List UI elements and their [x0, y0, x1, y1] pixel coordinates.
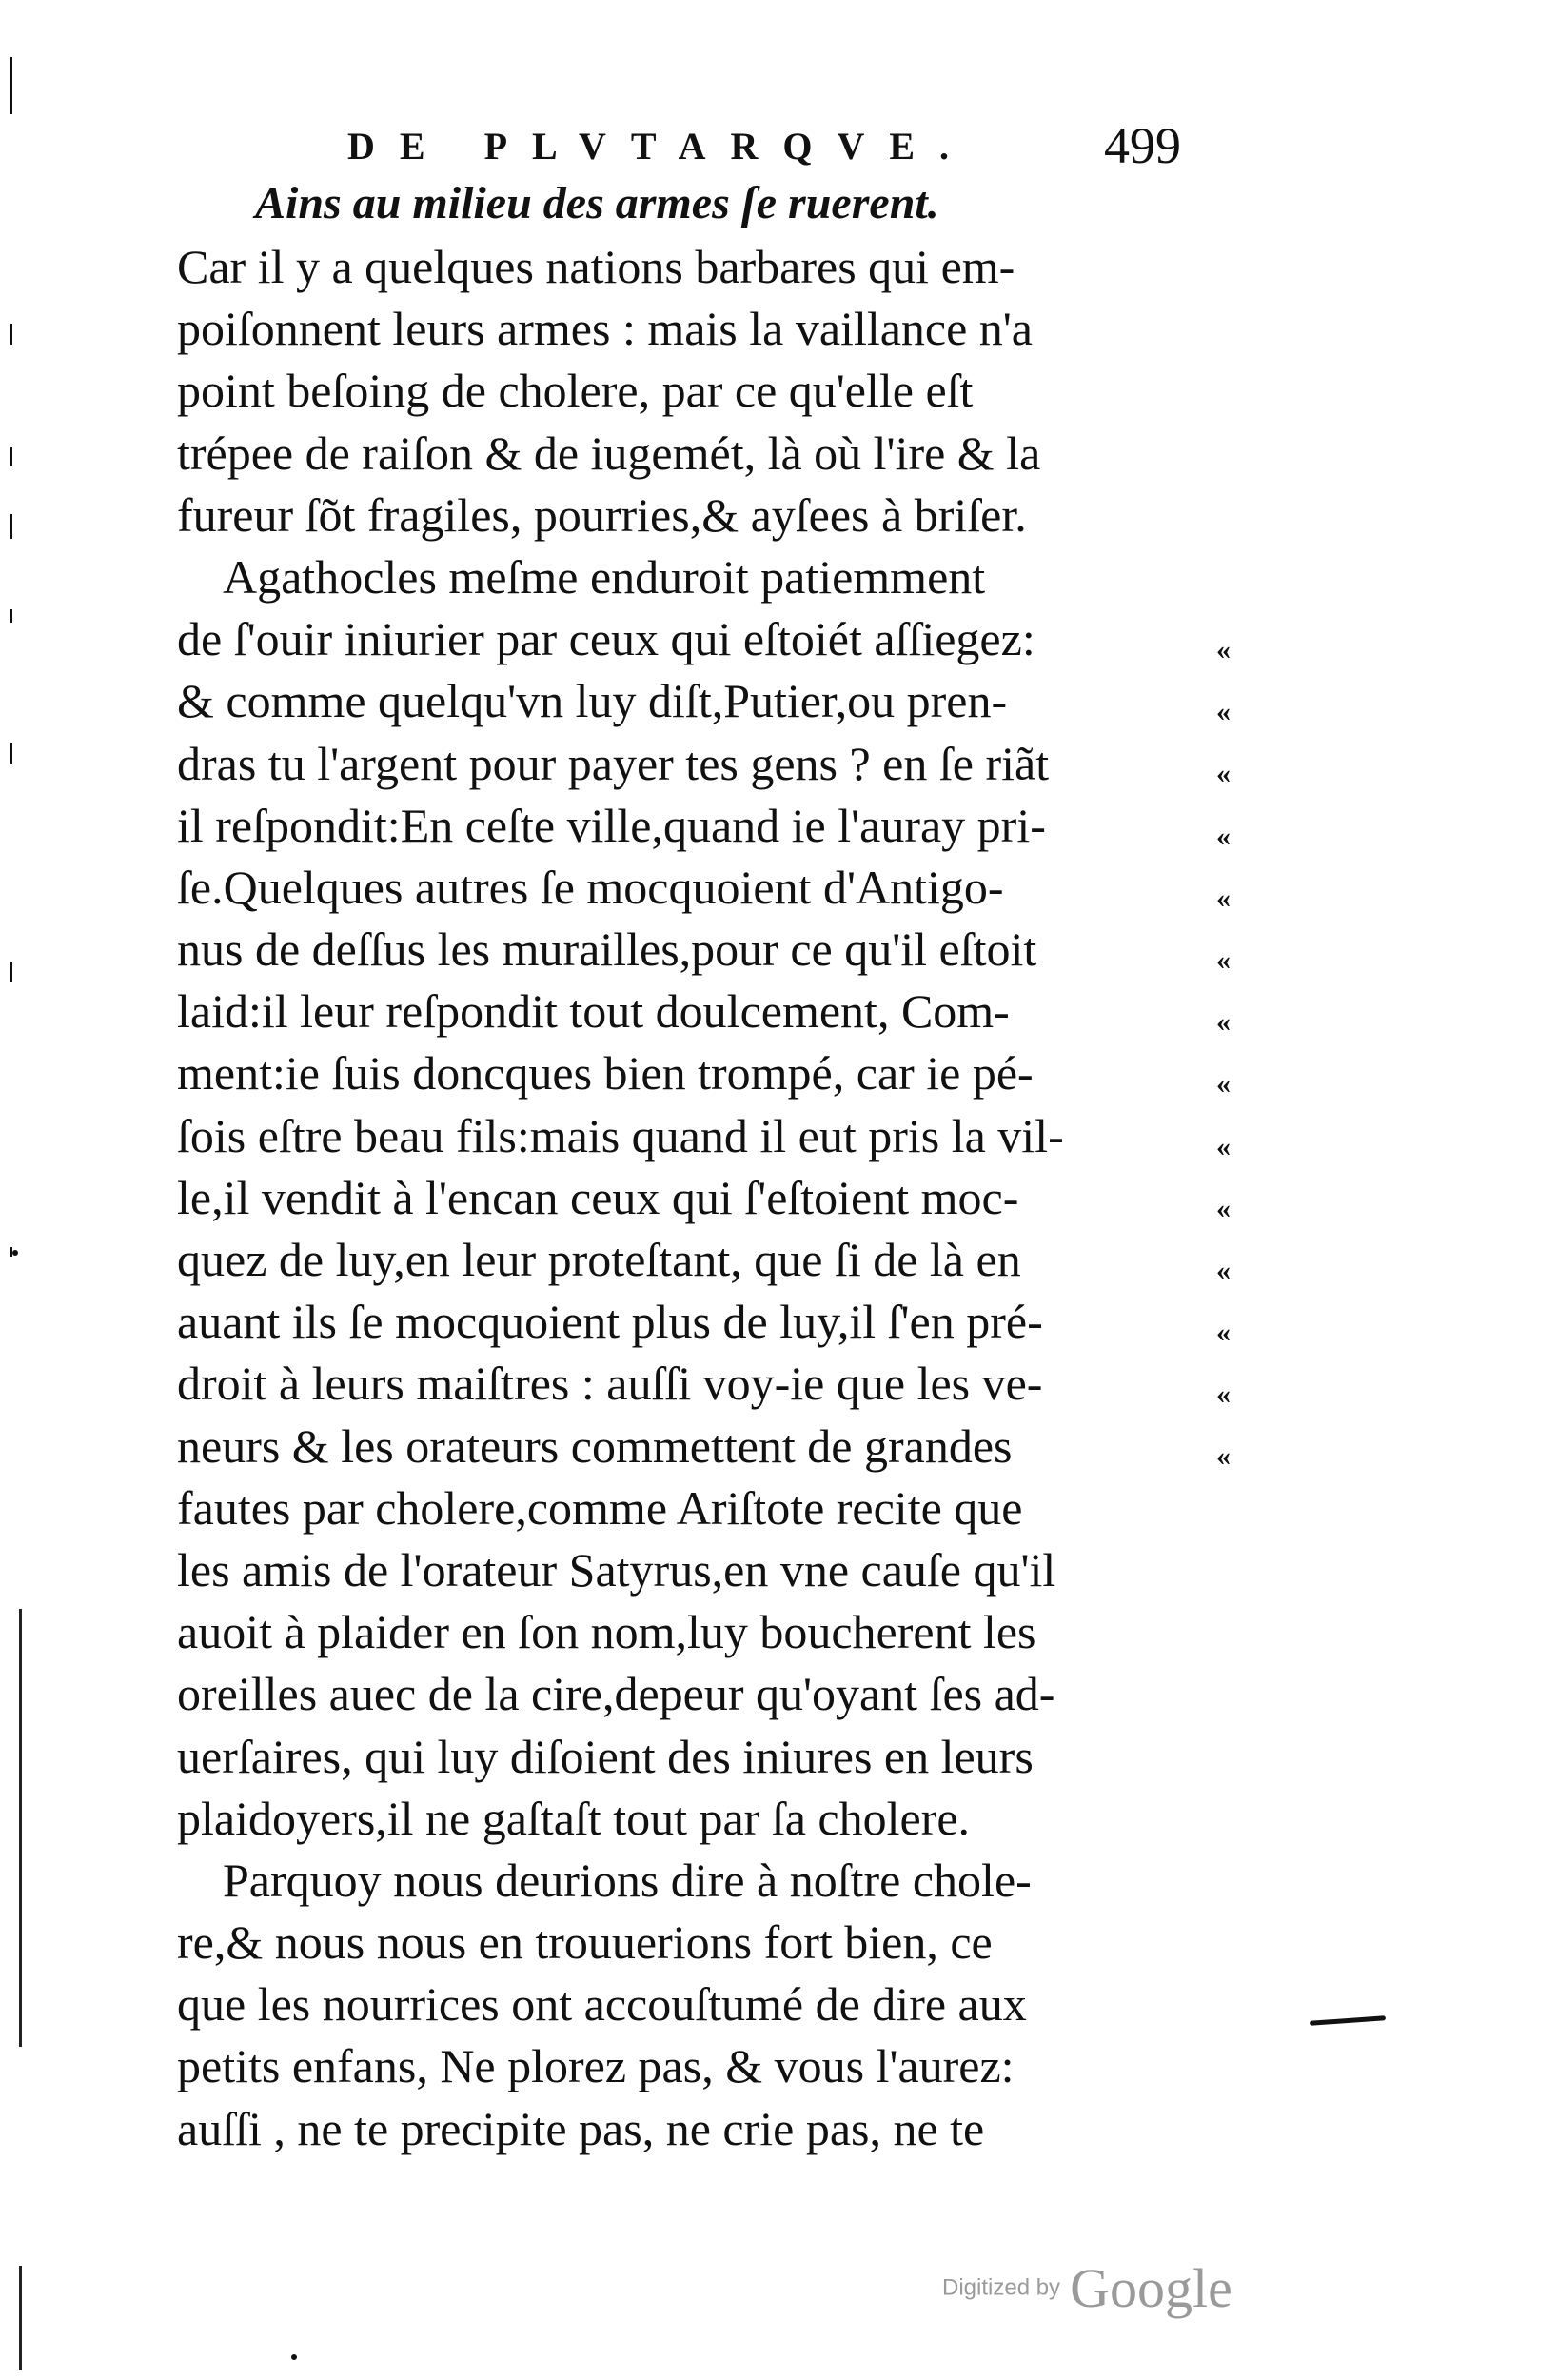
quote-mark: «	[1216, 1006, 1231, 1039]
quote-mark: «	[1216, 820, 1231, 852]
margin-mark	[10, 609, 12, 623]
margin-mark	[10, 57, 12, 114]
text-line: plaidoyers,il ne gaſtaſt tout par ſa cholere.	[177, 1791, 971, 1845]
text-line: Agathocles meſme enduroit patiemment	[223, 549, 986, 604]
text-line: point beſoing de cholere, par ce qu'elle eſt	[177, 364, 974, 418]
margin-mark	[10, 447, 12, 466]
text-line: poiſonnent leurs armes : mais la vaillance n'a	[177, 302, 1033, 356]
quote-mark: «	[1216, 1068, 1231, 1101]
text-line: nus de deſſus les murailles,pour ce qu'il eſtoit	[177, 922, 1037, 977]
quote-mark: «	[1216, 1192, 1231, 1224]
text-line: re,& nous nous en trouuerions fort bien, ce	[177, 1915, 993, 1970]
quote-mark: «	[1216, 1378, 1231, 1411]
text-line: & comme quelqu'vn luy diſt,Putier,ou pren-	[177, 674, 1008, 728]
text-line: le,il vendit à l'encan ceux qui ſ'eſtoient moc-	[177, 1170, 1019, 1224]
text-line: auant ils ſe mocquoient plus de luy,il ſ'en pré-	[177, 1295, 1043, 1349]
text-line: oreilles auec de la cire,depeur qu'oyant ſes ad-	[177, 1667, 1055, 1721]
margin-mark	[10, 514, 12, 539]
text-line: fautes par cholere,comme Ariſtote recite que	[177, 1480, 1023, 1535]
text-line: dras tu l'argent pour payer tes gens ? en ſe riãt	[177, 736, 1050, 790]
quote-mark: «	[1216, 1130, 1231, 1162]
ink-dot	[12, 1250, 18, 1256]
text-line: Parquoy nous deurions dire à noſtre chole-	[223, 1853, 1032, 1907]
quote-mark: «	[1216, 882, 1231, 914]
margin-mark	[10, 324, 12, 345]
text-line: ſe.Quelques autres ſe mocquoient d'Antigo-	[177, 860, 1004, 914]
text-line: laid:il leur reſpondit tout doulcement, Com-	[177, 984, 1010, 1039]
left-margin-marks	[0, 0, 38, 2380]
text-line: que les nourrices ont accouſtumé de dire aux	[177, 1977, 1027, 2032]
quote-mark: «	[1216, 1317, 1231, 1349]
verse-line: Ains au milieu des armes ſe ruerent.	[255, 178, 939, 228]
digitized-watermark	[942, 2256, 1232, 2320]
text-line: auſſi , ne te precipite pas, ne crie pas, ne te	[177, 2101, 985, 2155]
text-line: fureur ſõt fragiles, pourries,& ayſees à briſer.	[177, 487, 1027, 542]
text-line: les amis de l'orateur Satyrus,en vne cauſe qu'il	[177, 1542, 1056, 1597]
ink-dot	[291, 2354, 297, 2360]
text-line: Car il y a quelques nations barbares qui em-	[177, 240, 1015, 293]
quote-mark: «	[1216, 943, 1231, 976]
page-number: 499	[1104, 117, 1181, 174]
text-line: petits enfans, Ne plorez pas, & vous l'aurez:	[177, 2039, 1015, 2093]
text-line: uerſaires, qui luy diſoient des iniures en leurs	[177, 1729, 1034, 1783]
text-line: neurs & les orateurs commettent de grandes	[177, 1418, 1013, 1473]
text-line: droit à leurs maiſtres : auſſi voy-ie que les ve-	[177, 1357, 1043, 1411]
quote-mark: «	[1216, 696, 1231, 728]
text-line: ſois eſtre beau fils:mais quand il eut pris la vil-	[177, 1108, 1064, 1162]
main-text	[177, 236, 1224, 2160]
text-line: il reſpondit:En ceſte ville,quand ie l'auray pri-	[177, 798, 1046, 852]
running-head: DE PLVTARQVE.	[347, 125, 975, 168]
google-logo: Google	[1070, 2257, 1232, 2319]
text-line: ment:ie ſuis doncques bien trompé, car ie pé-	[177, 1046, 1034, 1101]
margin-mark	[10, 743, 12, 764]
text-line: de ſ'ouir iniurier par ceux qui eſtoiét aſſiegez:	[177, 612, 1035, 666]
quote-mark: «	[1216, 1440, 1231, 1473]
page-edge-line	[19, 1609, 22, 2047]
text-line: trépee de raiſon & de iugemét, là où l'ire & la	[177, 426, 1041, 480]
quotation-marks-column	[1216, 619, 1231, 1488]
page-edge-line	[19, 2266, 22, 2370]
margin-mark	[10, 962, 12, 982]
watermark-prefix: Digitized by	[942, 2274, 1061, 2301]
quote-mark: «	[1216, 1254, 1231, 1286]
quote-mark: «	[1216, 634, 1231, 665]
quote-mark: «	[1216, 758, 1231, 790]
ink-stroke-mark	[1310, 2015, 1386, 2026]
text-line: quez de luy,en leur proteſtant, que ſi de là en	[177, 1233, 1021, 1286]
text-line: auoit à plaider en ſon nom,luy boucherent les	[177, 1605, 1036, 1659]
